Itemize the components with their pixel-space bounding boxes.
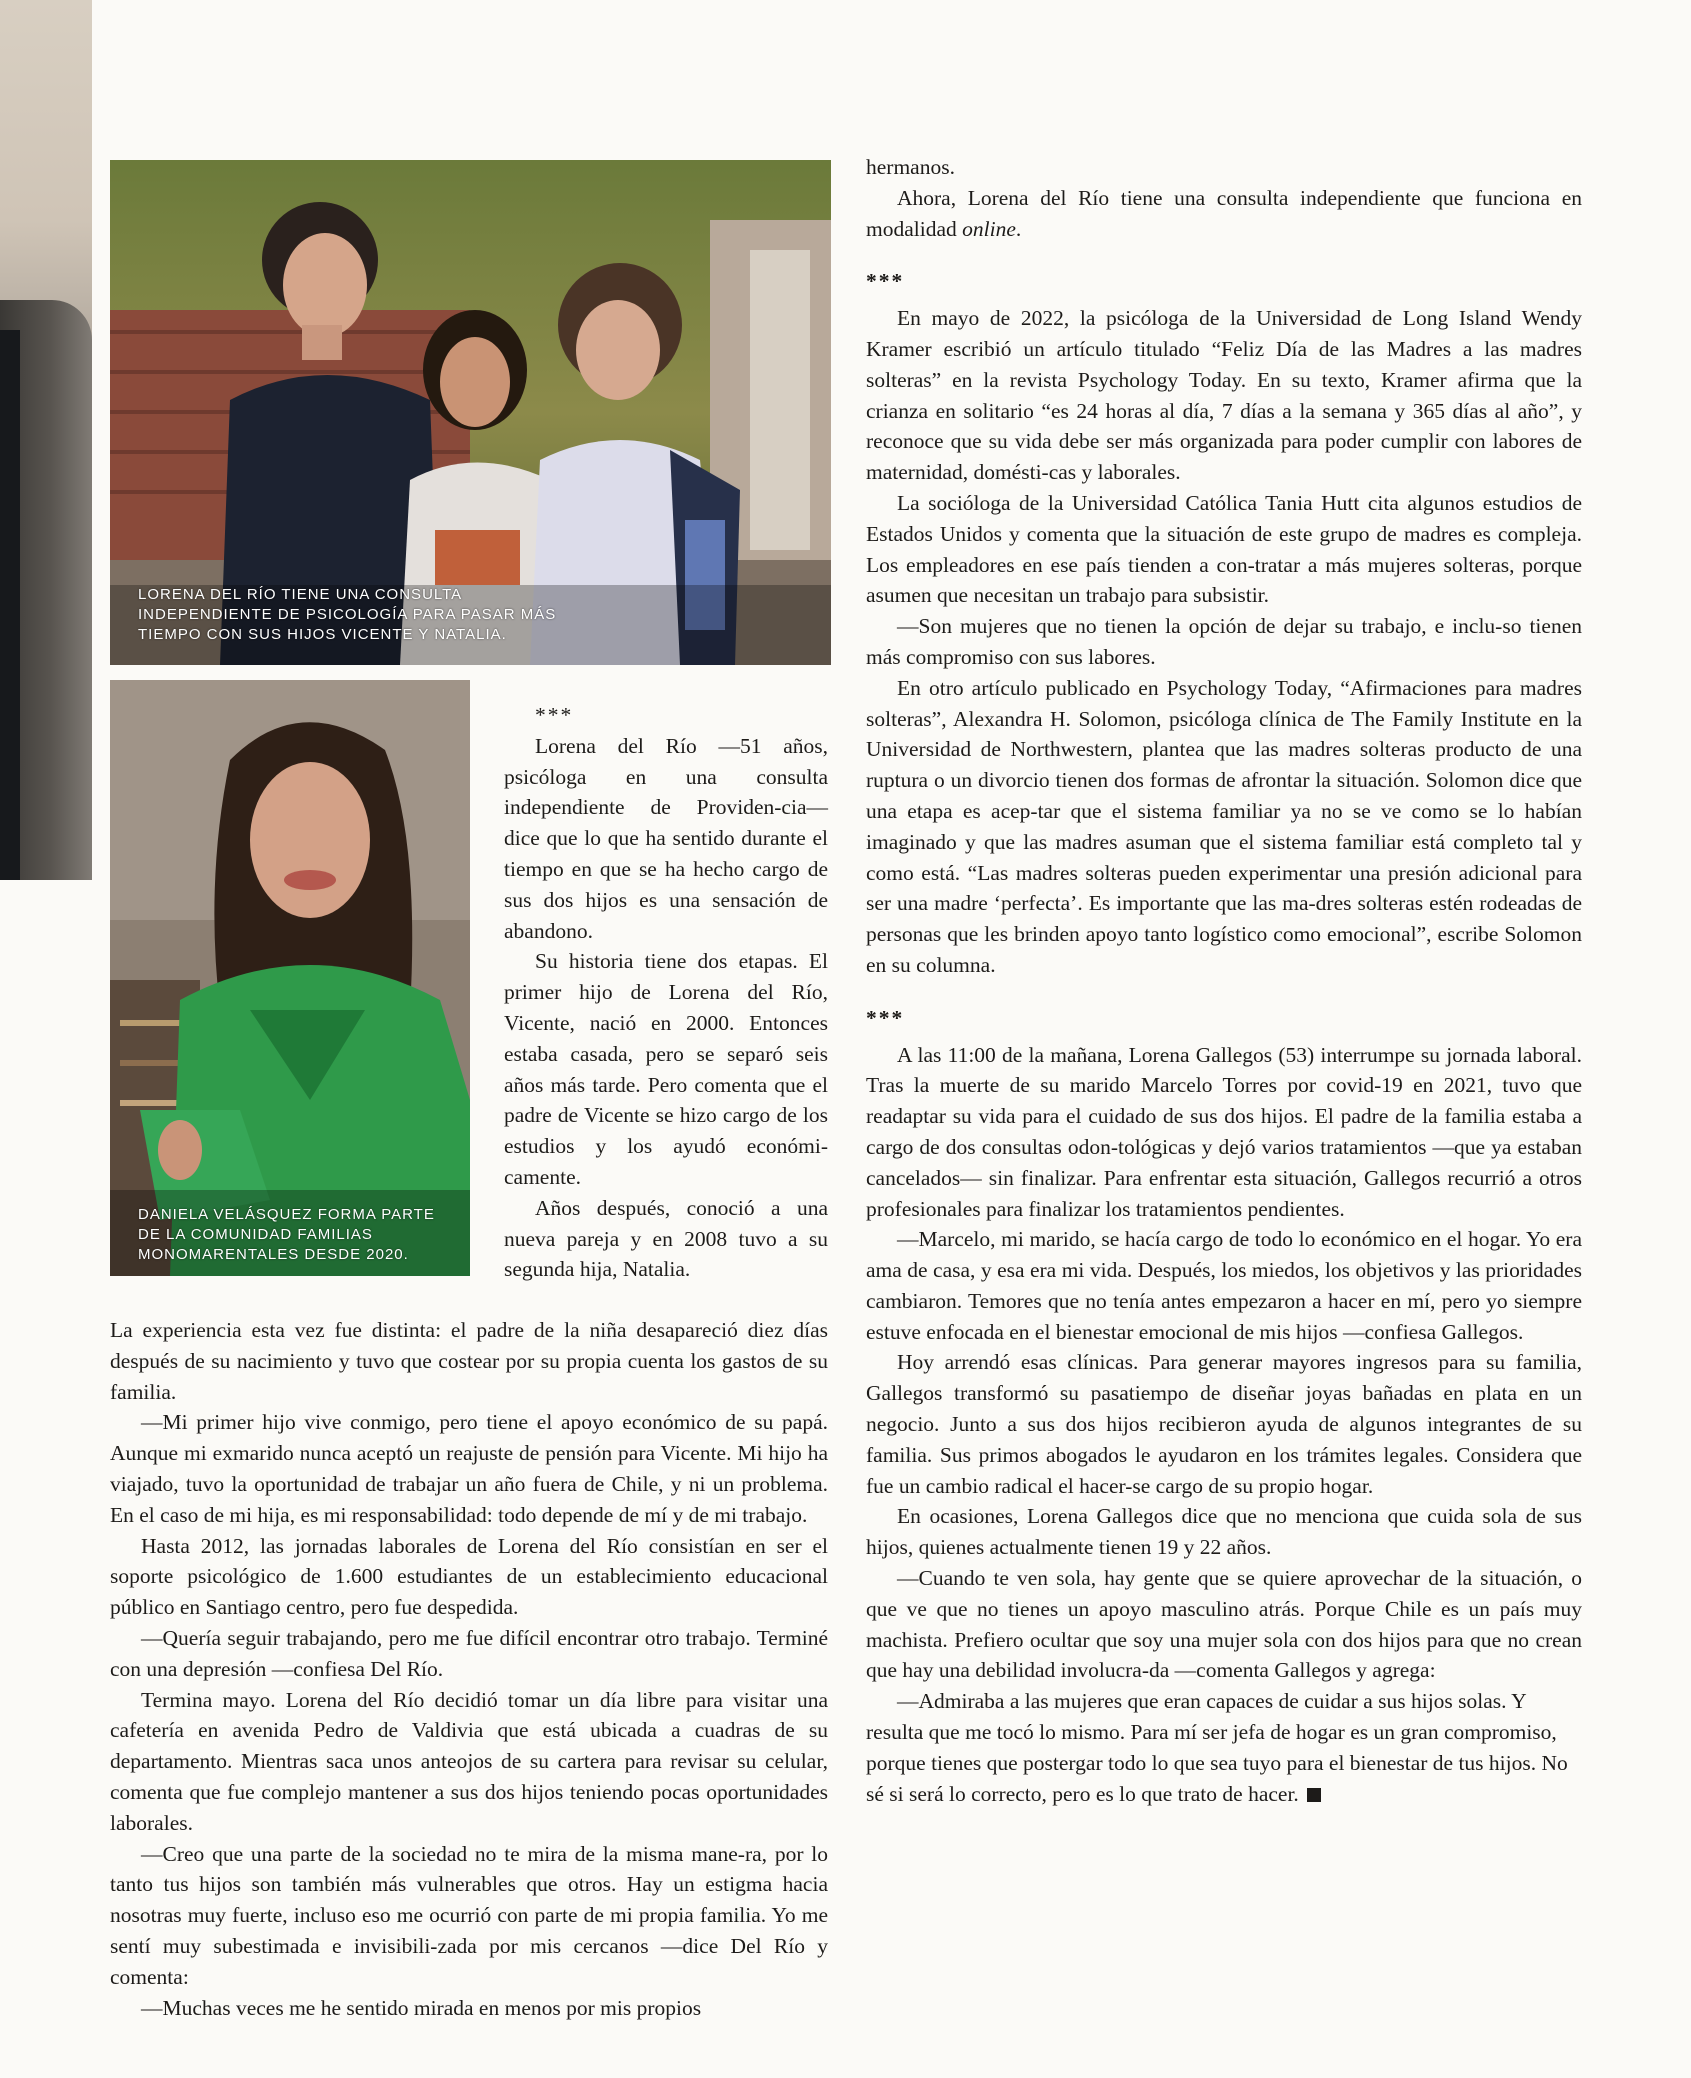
family-photo-caption: LORENA DEL RÍO TIENE UNA CONSULTA INDEPENDIENTE DE PSICOLOGÍA PARA PASAR MÁS TIEMPO CON SUS HIJOS VICENTE Y NATALIA. — [138, 586, 557, 643]
left-text-column — [110, 1315, 828, 2023]
body-paragraph: Años después, conoció a una nueva pareja y en 2008 tuvo a su segunda hija, Natalia. — [504, 1195, 828, 1282]
italic-term: online — [962, 216, 1016, 241]
body-text: —Admiraba a las mujeres que eran capaces de cuidar a sus hijos solas. Y resulta que me tocó lo mismo. Para mí ser jefa de hogar es un gran compromiso, porque tienes que postergar todo lo que sea tuyo para el bienestar de tus hijos. No sé si será lo correcto, pero es lo que trato de hacer. — [866, 1689, 1568, 1806]
end-of-article-mark — [1307, 1788, 1321, 1802]
body-paragraph: —Muchas veces me he sentido mirada en menos por mis propios — [141, 1995, 702, 2020]
body-paragraph: hermanos. — [866, 155, 955, 179]
body-paragraph: Su historia tiene dos etapas. El primer hijo de Lorena del Río, Vicente, nació en 2000. Entonces estaba casada, pero se separó seis años más tarde. Pero comenta que el padre de Vicente se hizo cargo de los estudios y los ayudó económi-camente. — [504, 949, 828, 1189]
body-paragraph — [866, 183, 1582, 245]
narrow-text-column — [504, 700, 828, 1285]
body-text: . — [1015, 216, 1022, 241]
body-paragraph: Hoy arrendó esas clínicas. Para generar mayores ingresos para su familia, Gallegos transformó su pasatiempo de diseñar joyas bañadas en plata en un negocio. Junto a sus dos hijos recibieron ayuda de algunos integrantes de su familia. Sus primos abogados le ayudaron en los trámites legales. Considera que fue un cambio radical el hacer-se cargo de su propio hogar. — [866, 1350, 1582, 1498]
portrait-photo-caption: DANIELA VELÁSQUEZ FORMA PARTE DE LA COMUNIDAD FAMILIAS MONOMARENTALES DESDE 2020. — [138, 1206, 435, 1263]
body-paragraph: A las 11:00 de la mañana, Lorena Gallegos (53) interrumpe su jornada laboral. Tras la muerte de su marido Marcelo Torres por covid-19 en 2021, tuvo que readaptar su vida para el cuidado de sus dos hijos. El padre de la familia estaba a cargo de dos consultas odon-tológicas y dejó varios tratamientos —que ya estaban cancelados— sin finalizar. Para enfrentar esta situación, Gallegos recurrió a otros profesionales para finalizar los tratamientos pendientes. — [866, 1042, 1582, 1221]
body-paragraph — [866, 1686, 1582, 1809]
portrait-photo — [110, 680, 470, 1276]
adjacent-photo-edge — [0, 0, 92, 880]
section-separator: *** — [535, 703, 574, 727]
body-paragraph: La socióloga de la Universidad Católica Tania Hutt cita algunos estudios de Estados Unidos y comenta que la situación de este grupo de madres es compleja. Los empleadores en ese país tienden a con-tratar a más mujeres solteras, porque asumen que necesitan un trabajo para subsistir. — [866, 490, 1582, 608]
section-separator: *** — [866, 269, 905, 294]
body-paragraph: —Marcelo, mi marido, se hacía cargo de todo lo económico en el hogar. Yo era ama de casa, y esa era mi vida. Después, los miedos, los objetivos y las prioridades cambiaron. Temores que no tenía antes empezaron a hacer en mí, pero yo siempre estuve enfocada en el bienestar emocional de mis hijos —confiesa Gallegos. — [866, 1227, 1582, 1344]
body-paragraph: —Creo que una parte de la sociedad no te mira de la misma mane-ra, por lo tanto tus hijos son también más vulnerables que otros. Hay un estigma hacia nosotras muy fuerte, incluso eso me ocurrió con parte de mi propia familia. Yo me sentí muy subestimada e invisibili-zada por mis cercanos —dice Del Río y comenta: — [110, 1841, 828, 1989]
body-paragraph: Termina mayo. Lorena del Río decidió tomar un día libre para visitar una cafetería en avenida Pedro de Valdivia que está ubicada a cuadras de su departamento. Mientras saca unos anteojos de su cartera para revisar su celular, comenta que fue complejo mantener a sus dos hijos teniendo pocas oportunidades laborales. — [110, 1687, 828, 1835]
body-text: Ahora, Lorena del Río tiene una consulta independiente que funciona en modalidad — [866, 185, 1582, 241]
body-paragraph: La experiencia esta vez fue distinta: el padre de la niña desapareció diez días después de su nacimiento y tuvo que costear por su propia cuenta los gastos de su familia. — [110, 1318, 828, 1404]
body-paragraph: En otro artículo publicado en Psychology Today, “Afirmaciones para madres solteras”, Alexandra H. Solomon, psicóloga clínica de The Family Institute en la Universidad de Northwestern, plantea que las madres solteras producto de una ruptura o un divorcio tienen dos formas de afrontar la situación. Solomon dice que una etapa es acep-tar que el sistema familiar ya no se ve como se lo habían imaginado y que las madres asuman que el sistema familiar está completo tal y como está. “Las madres solteras pueden experimentar una presión adicional para ser una madre ‘perfecta’. Es importante que las ma-dres solteras estén rodeadas de personas que les brinden apoyo tanto logístico como emocional”, escribe Solomon en su columna. — [866, 675, 1582, 977]
body-paragraph: En ocasiones, Lorena Gallegos dice que no menciona que cuida sola de sus hijos, quienes actualmente tienen 19 y 22 años. — [866, 1504, 1582, 1560]
body-paragraph: Hasta 2012, las jornadas laborales de Lorena del Río consistían en ser el soporte psicológico de 1.600 estudiantes de un establecimiento educacional público en Santiago centro, pero fue despedida. — [110, 1533, 828, 1620]
body-paragraph: En mayo de 2022, la psicóloga de la Universidad de Long Island Wendy Kramer escribió un artículo titulado “Feliz Día de las Madres a las madres solteras” en la revista Psychology Today. En su texto, Kramer afirma que la crianza en solitario “es 24 horas al día, 7 días a la semana y 365 días al año”, y reconoce que su vida debe ser más organizada para poder cumplir con labores de maternidad, domésti-cas y laborales. — [866, 306, 1582, 485]
body-paragraph: —Mi primer hijo vive conmigo, pero tiene el apoyo económico de su papá. Aunque mi exmarido nunca aceptó un reajuste de pensión para Vicente. Mi hijo ha viajado, tuvo la oportunidad de trabajar un año fuera de Chile, y ni un problema. En el caso de mi hija, es mi responsabilidad: todo depende de mí y de mi trabajo. — [110, 1410, 828, 1527]
portrait-photo-image — [110, 680, 470, 1276]
section-separator: *** — [866, 1005, 905, 1030]
body-paragraph: —Son mujeres que no tienen la opción de dejar su trabajo, e inclu-so tienen más compromiso con sus labores. — [866, 614, 1582, 669]
family-photo — [110, 160, 831, 665]
body-paragraph: Lorena del Río —51 años, psicóloga en una consulta independiente de Providen-cia— dice que lo que ha sentido durante el tiempo en que se ha hecho cargo de sus dos hijos es una sensación de abandono. — [504, 733, 828, 943]
body-paragraph: —Quería seguir trabajando, pero me fue difícil encontrar otro trabajo. Terminé con una depresión —confiesa Del Río. — [110, 1625, 828, 1681]
right-text-column — [866, 152, 1582, 1809]
adjacent-photo-jacket — [0, 330, 20, 880]
body-paragraph: —Cuando te ven sola, hay gente que se quiere aprovechar de la situación, o que ve que no tienes un apoyo masculino atrás. Porque Chile es un país muy machista. Prefiero ocultar que soy una mujer sola con dos hijos para que no crean que hay una debilidad involucra-da —comenta Gallegos y agrega: — [866, 1566, 1582, 1683]
